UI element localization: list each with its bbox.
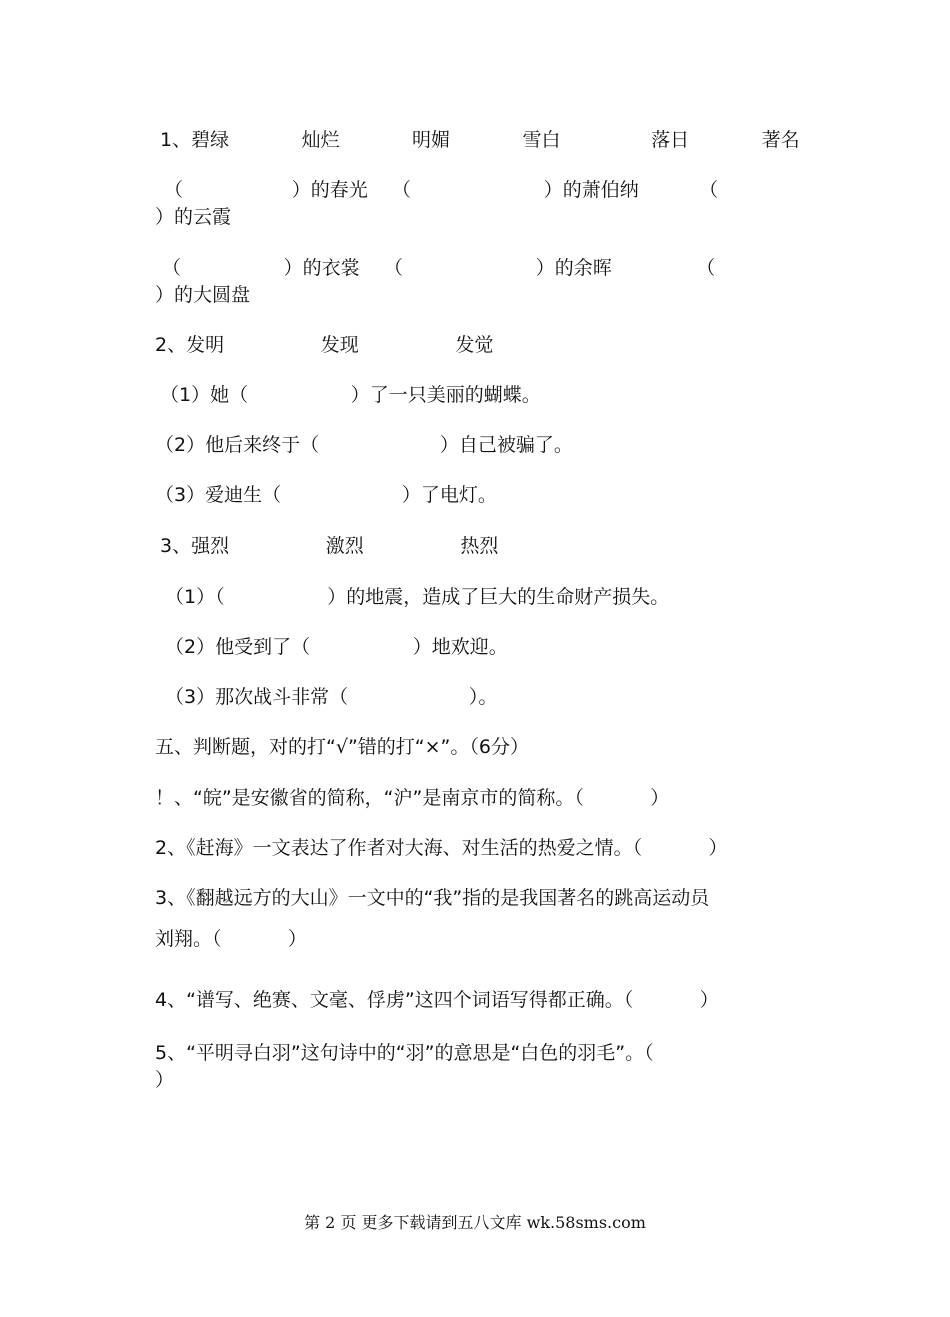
- page-footer: 第 2 页 更多下载请到五八文库 wk.58sms.com: [304, 1213, 646, 1232]
- section5-title: 五、判断题，对的打“√”错的打“×”。（6分）: [155, 736, 529, 758]
- judge-item-5-continued: ）: [155, 1069, 175, 1091]
- q1-word-bank: 1、碧绿 灿烂 明媚 雪白 落日 著名: [160, 129, 800, 151]
- q2-item-3: （3）爱迪生（ ）了电灯。: [155, 484, 497, 506]
- judge-item-2: 2、《赶海》一文表达了作者对大海、对生活的热爱之情。（ ）: [155, 837, 728, 859]
- q1-row1-line1: （ ）的春光 （ ）的萧伯纳 （: [158, 179, 719, 201]
- judge-item-3: 3、《翻越远方的大山》一文中的“我”指的是我国著名的跳高运动员: [155, 887, 710, 909]
- q3-item-3: （3）那次战斗非常（ ）。: [165, 686, 498, 708]
- q2-item-2: （2）他后来终于（ ）自己被骗了。: [155, 434, 573, 456]
- q1-row1-line2: ）的云霞: [155, 206, 232, 228]
- q1-row2-line1: （ ）的衣裳 （ ）的余晖 （: [162, 257, 716, 279]
- q3-word-bank: 3、强烈 激烈 热烈: [160, 535, 499, 557]
- q3-item-1: （1）（ ）的地震，造成了巨大的生命财产损失。: [165, 586, 670, 608]
- judge-item-4: 4、“谱写、绝赛、文毫、俘虏”这四个词语写得都正确。（ ）: [155, 989, 719, 1011]
- judge-item-3-continued: 刘翔。（ ）: [155, 928, 307, 950]
- q2-item-1: （1）她（ ）了一只美丽的蝴蝶。: [160, 384, 541, 406]
- q3-item-2: （2）他受到了（ ）地欢迎。: [165, 636, 508, 658]
- judge-item-5: 5、“平明寻白羽”这句诗中的“羽”的意思是“白色的羽毛”。（: [155, 1042, 654, 1064]
- q1-row2-line2: ）的大圆盘: [155, 284, 251, 306]
- q2-word-bank: 2、发明 发现 发觉: [155, 334, 494, 356]
- judge-item-1: ！、“皖”是安徽省的简称，“沪”是南京市的简称。（ ）: [155, 787, 670, 809]
